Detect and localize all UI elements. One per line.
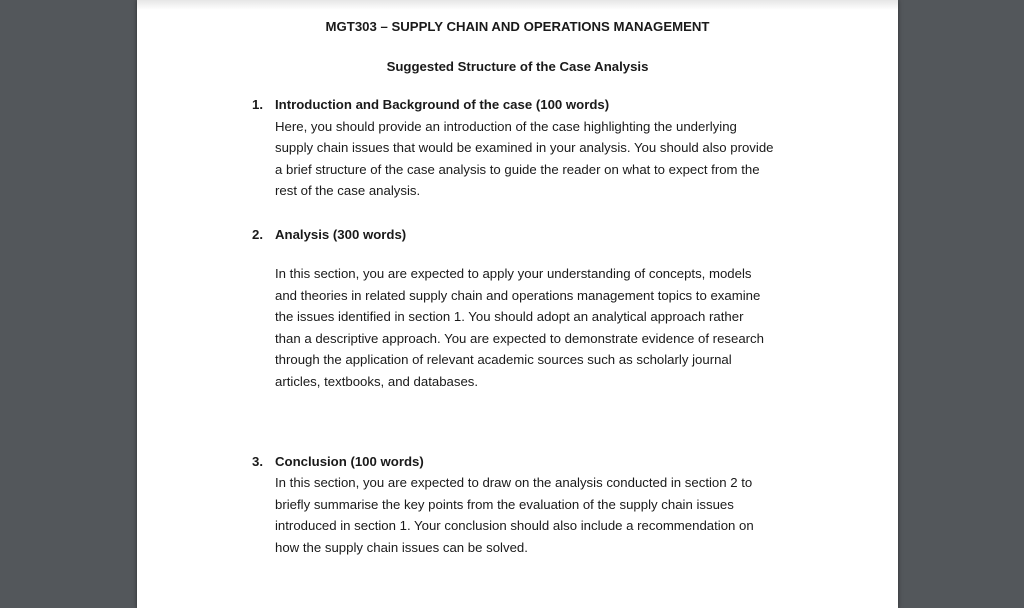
body-line: how the supply chain issues can be solved. [275, 540, 528, 555]
body-line: a brief structure of the case analysis to guide the reader on what to expect from the [275, 162, 760, 177]
document-page [137, 0, 898, 608]
document-subtitle: Suggested Structure of the Case Analysis [386, 59, 649, 74]
section-heading: Analysis (300 words) [275, 227, 407, 242]
body-line: than a descriptive approach. You are expected to demonstrate evidence of research [275, 331, 764, 346]
body-line: Here, you should provide an introduction of the case highlighting the underlying [275, 119, 737, 134]
body-line: supply chain issues that would be examined in your analysis. You should also provide [275, 140, 774, 155]
body-line: briefly summarise the key points from the evaluation of the supply chain issues [275, 497, 734, 512]
document-title: MGT303 – SUPPLY CHAIN AND OPERATIONS MANAGEMENT [325, 19, 710, 34]
section-heading: Introduction and Background of the case (100 words) [275, 97, 610, 112]
body-line: the issues identified in section 1. You should adopt an analytical approach rather [275, 309, 744, 324]
section-number: 3. [252, 454, 263, 469]
section-number: 1. [252, 97, 263, 112]
body-line: In this section, you are expected to apply your understanding of concepts, models [275, 266, 752, 281]
section-heading: Conclusion (100 words) [275, 454, 424, 469]
body-line: In this section, you are expected to draw on the analysis conducted in section 2 to [275, 475, 753, 490]
body-line: rest of the case analysis. [275, 183, 421, 198]
body-line: through the application of relevant academic sources such as scholarly journal [275, 352, 732, 367]
section-number: 2. [252, 227, 263, 242]
body-line: articles, textbooks, and databases. [275, 374, 479, 389]
body-line: introduced in section 1. Your conclusion should also include a recommendation on [275, 518, 754, 533]
body-line: and theories in related supply chain and operations management topics to examine [275, 288, 761, 303]
